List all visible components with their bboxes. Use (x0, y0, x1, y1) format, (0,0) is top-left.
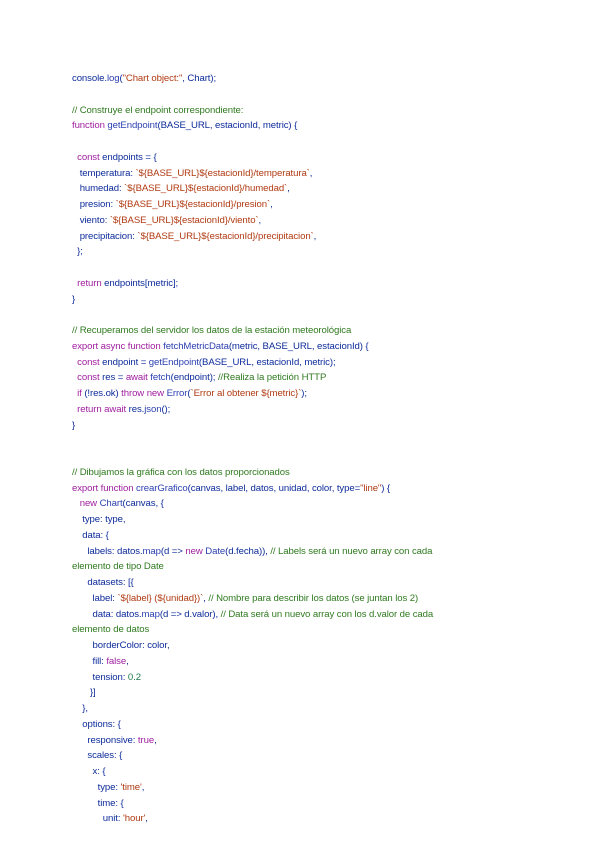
code-function-name: map (141, 608, 160, 620)
code-line (72, 166, 542, 182)
code-comment: // Dibujamos la gráfica con los datos proporcionados (72, 466, 290, 478)
code-text: temperatura: (72, 167, 136, 179)
code-line (72, 733, 542, 749)
code-text: (canvas, { (122, 498, 164, 510)
code-text: unit: (72, 813, 123, 825)
code-keyword: false (106, 655, 127, 667)
code-line (72, 811, 542, 827)
code-keyword: const (77, 372, 103, 384)
code-line (72, 685, 542, 701)
code-text: }] (72, 687, 96, 699)
code-line (72, 654, 542, 670)
code-text: fill: (72, 655, 107, 667)
code-text: , Chart); (182, 73, 217, 84)
code-text: borderColor: color, (72, 640, 170, 651)
code-text: (!res.ok) (84, 388, 122, 399)
code-function-name: log (106, 73, 120, 84)
code-line (72, 717, 542, 733)
code-string: "line" (360, 482, 382, 494)
code-line (72, 481, 542, 497)
code-line (72, 355, 542, 371)
code-block (72, 71, 542, 827)
code-comment: elemento de datos (72, 624, 150, 636)
code-line (72, 701, 542, 717)
code-function-name: Chart (99, 498, 123, 510)
code-line (72, 796, 542, 812)
code-text: endpoint = (102, 356, 149, 368)
code-text: , (258, 214, 262, 226)
code-text: , (270, 199, 273, 210)
code-text: , (313, 230, 317, 242)
code-line (72, 244, 542, 260)
code-line (72, 213, 542, 229)
code-text: ) { (381, 482, 391, 494)
code-text: endpoints = { (102, 151, 157, 163)
code-text: , (309, 167, 313, 179)
code-text: (d.fecha)), (225, 545, 271, 557)
code-line (72, 307, 542, 323)
code-line (72, 465, 542, 481)
code-text: (); (161, 403, 171, 415)
code-line (72, 103, 542, 119)
code-text: scales: { (72, 750, 123, 762)
code-string: 'hour' (123, 813, 146, 825)
code-line (72, 181, 542, 197)
code-line (72, 386, 542, 402)
code-string: `${BASE_URL}${estacionId}/humedad` (124, 183, 288, 195)
code-line (72, 276, 542, 292)
code-text: (BASE_URL, estacionId, metric) { (157, 120, 298, 132)
code-line (72, 418, 542, 434)
code-text: ( (187, 388, 191, 399)
code-string: `${BASE_URL}${estacionId}/temperatura` (135, 167, 310, 179)
code-line (72, 292, 542, 308)
code-line (72, 370, 542, 386)
code-line (72, 449, 542, 465)
code-comment: // Construye el endpoint correspondiente: (72, 104, 244, 116)
code-line (72, 433, 542, 449)
code-line (72, 512, 542, 528)
code-line (72, 607, 542, 623)
code-text: (endpoint); (170, 372, 218, 384)
code-text: (metric, BASE_URL, estacionId) { (228, 340, 369, 352)
code-text: }, (72, 703, 88, 714)
code-line (72, 402, 542, 418)
code-keyword: const (77, 356, 103, 368)
code-keyword: return (77, 277, 105, 289)
code-text: presion: (72, 199, 116, 210)
code-line (72, 150, 542, 166)
code-string: `${BASE_URL}${estacionId}/presion` (115, 199, 271, 210)
code-comment: // Nombre para describir los datos (se juntan los 2) (208, 592, 419, 604)
code-line (72, 197, 542, 213)
code-text: (d => (160, 545, 186, 557)
code-function-name: fetchMetricData (163, 340, 229, 352)
code-function-name: getEndpoint (148, 356, 199, 368)
code-line (72, 134, 542, 150)
code-text: datasets: [{ (72, 577, 134, 588)
code-line (72, 229, 542, 245)
code-text: } (72, 293, 76, 305)
code-string: "Chart object:" (122, 73, 183, 84)
code-keyword: true (137, 734, 155, 746)
code-text: }; (72, 246, 83, 258)
code-keyword: export async function (72, 340, 164, 352)
code-keyword: return await (77, 403, 129, 415)
code-keyword: function (72, 120, 108, 132)
code-text: time: { (72, 797, 124, 809)
code-text: , (154, 734, 157, 746)
code-text: (d => d.valor), (159, 608, 221, 620)
code-keyword: if (77, 388, 85, 399)
code-text: humedad: (72, 183, 125, 195)
code-line (72, 780, 542, 796)
code-text: res. (128, 403, 145, 415)
code-keyword: const (77, 151, 103, 163)
code-comment: //Realiza la petición HTTP (217, 372, 327, 384)
code-line (72, 591, 542, 607)
code-text: label: (72, 592, 118, 604)
code-line (72, 638, 542, 654)
code-line (72, 559, 542, 575)
code-line (72, 764, 542, 780)
code-line (72, 323, 542, 339)
code-text: precipitacion: (72, 230, 138, 242)
code-line (72, 544, 542, 560)
code-text: , (203, 592, 209, 604)
code-text: type: type, (72, 514, 126, 525)
code-line (72, 528, 542, 544)
code-comment: // Recuperamos del servidor los datos de la estación meteorológica (72, 325, 352, 336)
code-text: res = (102, 372, 126, 384)
code-string: `${label} (${unidad})` (117, 592, 204, 604)
code-text: data: { (72, 529, 109, 541)
code-text: ( (119, 73, 123, 84)
code-string: `${BASE_URL}${estacionId}/viento` (109, 214, 259, 226)
code-text (72, 498, 80, 509)
code-line (72, 339, 542, 355)
code-string: `Error al obtener ${metric}` (190, 388, 302, 399)
code-string: 'time' (120, 781, 142, 793)
code-text: type: (72, 781, 121, 793)
code-text: labels: datos. (72, 545, 143, 557)
code-comment: elemento de tipo Date (72, 561, 164, 573)
code-line (72, 496, 542, 512)
code-line (72, 87, 542, 103)
code-keyword: export function (72, 482, 136, 494)
code-line (72, 118, 542, 134)
code-function-name: crearGrafico (136, 482, 188, 494)
code-text: (canvas, label, datos, unidad, color, type= (187, 482, 361, 494)
code-keyword: throw new (121, 388, 167, 399)
code-line (72, 575, 542, 591)
code-comment: // Data será un nuevo array con los d.valor de cada (220, 608, 434, 620)
code-line (72, 71, 542, 87)
code-function-name: getEndpoint (107, 120, 158, 132)
code-text: viento: (72, 214, 110, 226)
code-text: , (287, 183, 290, 195)
code-function-name: json (144, 403, 162, 415)
code-text: data: datos. (72, 608, 142, 620)
code-line (72, 670, 542, 686)
code-text: tension: (72, 671, 128, 683)
code-function-name: Date (205, 545, 226, 557)
code-function-name: fetch (150, 372, 171, 384)
code-text: x: { (72, 766, 106, 777)
code-number: 0.2 (127, 671, 141, 683)
code-function-name: Error (166, 388, 188, 399)
code-line (72, 260, 542, 276)
code-comment: // Labels será un nuevo array con cada (270, 545, 433, 557)
code-text: , (141, 781, 145, 793)
code-keyword: new (79, 498, 100, 510)
code-keyword: await (125, 372, 151, 384)
code-keyword: new (185, 545, 206, 557)
code-line (72, 748, 542, 764)
code-text: , (126, 655, 129, 667)
code-text: , (145, 813, 148, 825)
code-string: `${BASE_URL}${estacionId}/precipitacion` (137, 230, 314, 242)
code-text: (BASE_URL, estacionId, metric); (198, 356, 336, 368)
code-line (72, 622, 542, 638)
code-text: ); (301, 388, 307, 399)
code-text: options: { (72, 718, 121, 730)
code-text: console. (72, 73, 107, 84)
code-function-name: map (142, 545, 161, 557)
code-text: } (72, 419, 76, 431)
code-text: responsive: (72, 734, 138, 746)
code-text: endpoints[metric]; (104, 277, 179, 289)
